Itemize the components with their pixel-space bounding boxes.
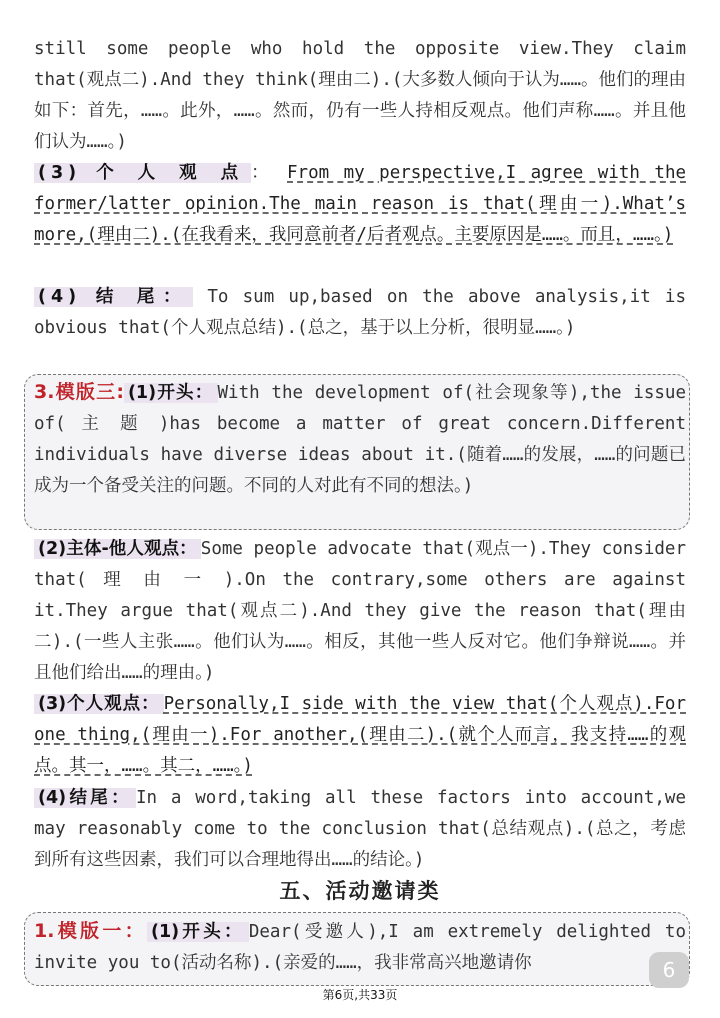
paragraph-text: With the development of(社会现象等),the issue of( 主 题 )has become a matter of great concern.Different individuals have diverse ideas about it.(随着……的发展，……的问题已成为一个备受关注的问题。不同的人对此有不同的想法。) <box>34 383 686 496</box>
template-3-heading: 3.模版三: <box>34 381 124 403</box>
underlined-template-text: From my perspective,I agree with the former/latter opinion.The main reason is that(理由一).What’s more,(理由二).(在我看来，我同意前者/后者观点。主要原因是……。而且，……。) <box>34 163 687 245</box>
paragraph-text: To sum up,based on the above analysis,it is obvious that(个人观点总结).(总之，基于以上分析，很明显……。) <box>34 287 687 338</box>
paragraph-personal-view <box>34 158 686 251</box>
paragraph-text: Some people advocate that(观点一).They consider that( 理 由 一 ).On the contrary,some others are against it.They argue that(观点二).And they give the reason that(理由二).(一些人主张……。他们认为……。相反，其他一些人反对它。他们争辩说……。并且他们给出……的理由。) <box>34 539 686 683</box>
paragraph-opposing-view <box>34 34 686 158</box>
page-footer: 第6页,共33页 <box>322 988 398 1002</box>
label-others-views: (2)主体-他人观点： <box>34 539 201 559</box>
page-number-badge: 6 <box>649 952 689 988</box>
underlined-template-text: Personally,I side with the view that(个人观点).For one thing,(理由一).For another,(理由二).(就个人而言，我支持……的观点。其一，……。其二，……。) <box>34 694 686 776</box>
paragraph-conclusion <box>34 282 686 344</box>
label-personal-view: (3) 个 人 观 点 <box>34 163 251 183</box>
label-conclusion: (4) 结 尾： <box>34 287 193 307</box>
paragraph-others-views <box>34 534 686 689</box>
paragraph-template-3-opening <box>34 377 686 502</box>
paragraph-conclusion-2 <box>34 783 686 876</box>
label-opening: (1)开头： <box>147 922 249 942</box>
paragraph-text: Dear(受邀人),I am extremely delighted to invite you to(活动名称).(亲爱的……，我非常高兴地邀请你 <box>34 922 686 973</box>
paragraph-personal-view-2 <box>34 689 686 782</box>
paragraph-text: still some people who hold the opposite view.They claim that(观点二).And they think(理由二).(大多数人倾向于认为……。他们的理由如下：首先，……。此外，……。然而，仍有一些人持相反观点。他们声称……。并且他们认为……。) <box>34 39 686 152</box>
label-colon: ： <box>251 163 273 183</box>
label-conclusion-2: (4)结尾： <box>34 788 136 808</box>
paragraph-text: In a word,taking all these factors into account,we may reasonably come to the conclusion that(总结观点).(总之，考虑到所有这些因素，我们可以合理地得出……的结论。) <box>34 788 686 870</box>
template-1-heading: 1.模版一： <box>34 920 147 942</box>
label-opening: (1)开头： <box>124 383 218 403</box>
section-title: 五、活动邀请类 <box>279 878 441 903</box>
label-personal-view-2: (3)个人观点： <box>34 694 164 714</box>
paragraph-template-1-opening <box>34 916 686 980</box>
